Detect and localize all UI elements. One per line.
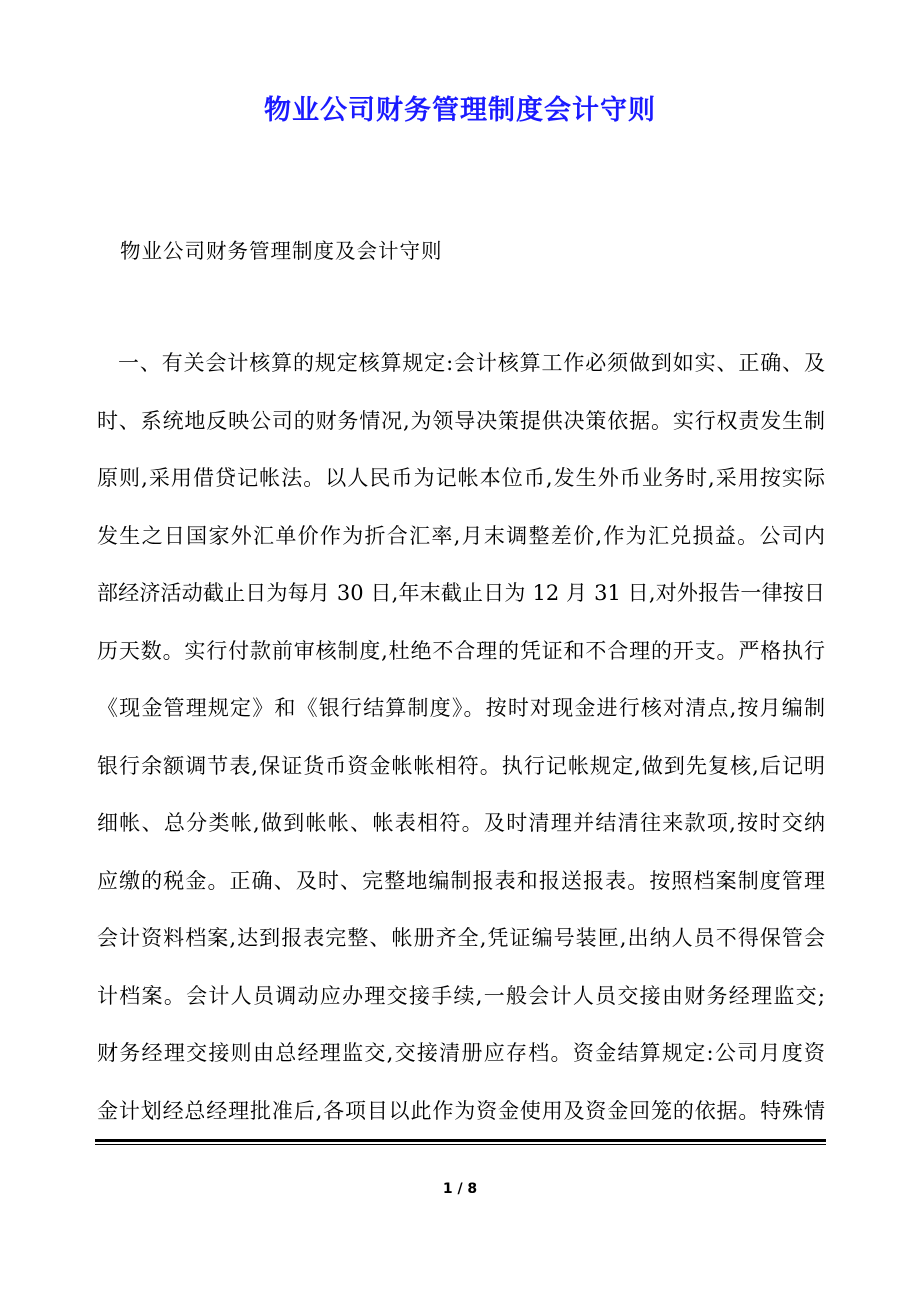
footer-divider (95, 1139, 826, 1145)
body-line: 计档案。会计人员调动应办理交接手续,一般会计人员交接由财务经理监交; (97, 983, 825, 1008)
body-line: 一、有关会计核算的规定核算规定:会计核算工作必须做到如实、正确、及 (118, 351, 825, 375)
page-number: 1 / 8 (442, 1181, 478, 1197)
body-paragraph (97, 343, 825, 1148)
body-line: 银行余额调节表,保证货币资金帐帐相符。执行记帐规定,做到先复核,后记明 (97, 753, 825, 778)
body-line: 历天数。实行付款前审核制度,杜绝不合理的凭证和不合理的开支。严格执行 (97, 638, 825, 663)
body-line: 部经济活动截止日为每月 30 日,年末截止日为 12 月 31 日,对外报告一律按日 (97, 581, 825, 605)
document-subtitle: 物业公司财务管理制度及会计守则 (120, 239, 443, 263)
body-line: 原则,采用借贷记帐法。以人民币为记帐本位币,发生外币业务时,采用按实际 (97, 466, 825, 490)
body-line: 应缴的税金。正确、及时、完整地编制报表和报送报表。按照档案制度管理 (97, 868, 825, 893)
body-line: 细帐、总分类帐,做到帐帐、帐表相符。及时清理并结清往来款项,按时交纳 (97, 811, 825, 835)
body-line: 财务经理交接则由总经理监交,交接清册应存档。资金结算规定:公司月度资 (97, 1041, 825, 1065)
body-line: 会计资料档案,达到报表完整、帐册齐全,凭证编号装匣,出纳人员不得保管会 (97, 926, 825, 950)
body-line: 发生之日国家外汇单价作为折合汇率,月末调整差价,作为汇兑损益。公司内 (97, 523, 825, 548)
body-line: 《现金管理规定》和《银行结算制度》。按时对现金进行核对清点,按月编制 (97, 696, 825, 720)
document-title: 物业公司财务管理制度会计守则 (264, 95, 656, 126)
body-line: 时、系统地反映公司的财务情况,为领导决策提供决策依据。实行权责发生制 (97, 408, 825, 433)
body-line: 金计划经总经理批准后,各项目以此作为资金使用及资金回笼的依据。特殊情 (97, 1098, 825, 1123)
